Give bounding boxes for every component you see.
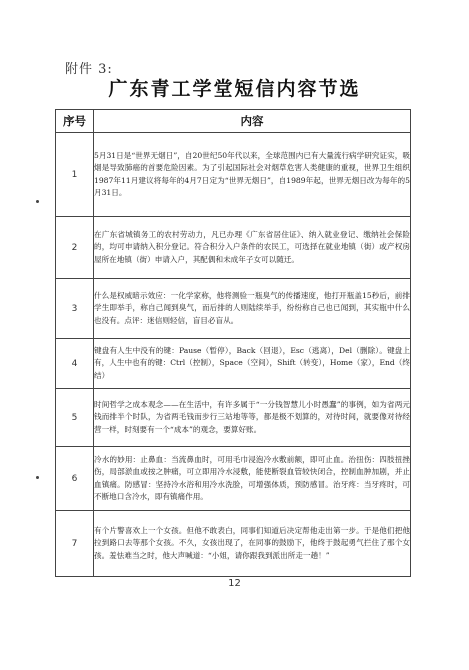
row-content: 什么是权威暗示效应：一化学家称，他将测验一瓶臭气的传播速度，他打开瓶盖15秒后，前排学生即举手，称自己闻到臭气，而后排的人则陆续举手，纷纷称自己也已闻到，其实瓶中什么也没有。点评：迷信则轻信，盲目必盲从。 [94, 279, 411, 339]
table-row [56, 447, 411, 511]
row-number: 5 [56, 389, 94, 447]
scan-dot-mark [36, 476, 39, 479]
row-number: 3 [56, 279, 94, 339]
table-row [56, 389, 411, 447]
row-content: 时间哲学之成本观念——在生活中，有许多属于“一分钱智慧儿小时愚蠢”的事例，如为省两元钱而排半个时队，为省两毛钱而步行三站地等等，都是极不划算的，对待时间，就要像对待经营一样，时刻要有一个“成本”的观念，要算好账。 [94, 389, 411, 447]
table-row [56, 339, 411, 389]
table-header-row [56, 110, 411, 133]
row-number: 4 [56, 339, 94, 389]
row-number: 7 [56, 511, 94, 577]
row-content: 键盘有人生中没有的键：Pause（暂停），Back（回退），Esc（逃离），Del（删除）。键盘上有，人生中也有的键：Ctrl（控制），Space（空间），Shift（转变），Home（家），End（终结） [94, 339, 411, 389]
page-number: 12 [228, 578, 241, 589]
header-number: 序号 [56, 110, 94, 133]
document-title: 广东青工学堂短信内容节选 [108, 78, 361, 100]
header-content: 内容 [94, 110, 411, 133]
row-content: 在广东省城镇务工的农村劳动力，凡已办理《广东省居住证》、纳入就业登记、缴纳社会保险的，均可申请纳入积分登记。符合积分入户条件的农民工，可选择在就业地镇（街）或产权房屋所在地镇（街）申请入户，其配偶和未成年子女可以随迁。 [94, 217, 411, 279]
sms-content-table [55, 109, 411, 577]
table-row [56, 217, 411, 279]
table-row [56, 279, 411, 339]
row-number: 6 [56, 447, 94, 511]
row-number: 1 [56, 133, 94, 217]
table-row [56, 511, 411, 577]
row-number: 2 [56, 217, 94, 279]
row-content: 有个片警喜欢上一个女孩。但他不敢表白，同事们知道后决定帮他走出第一步。于是他们把他拉到路口去等那个女孩。不久，女孩出现了，在同事的鼓励下，他终于鼓起勇气拦住了那个女孩。羞怯难当之时，他大声喊道：“小姐，请你跟我到派出所走一趟！” [94, 511, 411, 577]
scan-dot-mark [36, 200, 39, 203]
row-content: 冷水的妙用：止鼻血：当流鼻血时，可用毛巾浸泡冷水敷前额，即可止血。治扭伤：四肢扭挫伤，局部淤血或按之肿痛，可立即用冷水浸敷，能使断裂血管较快闭合，控制血肿加剧，并止血镇痛。防感冒：坚持冷水浴和用冷水洗脸，可增强体质，预防感冒。治牙疼：当牙疼时，可不断地口含冷水，即有镇痛作用。 [94, 447, 411, 511]
attachment-label: 附件 3: [65, 62, 113, 77]
table-row [56, 133, 411, 217]
row-content: 5月31日是“世界无烟日”，自20世纪50年代以来，全球范围内已有大量流行病学研究证实，吸烟是导致肺癌的首要危险因素。为了引起国际社会对烟草危害人类健康的重视，世界卫生组织1987年11月建议将每年的4月7日定为“世界无烟日”，自1989年起，世界无烟日改为每年的5月31日。 [94, 133, 411, 217]
